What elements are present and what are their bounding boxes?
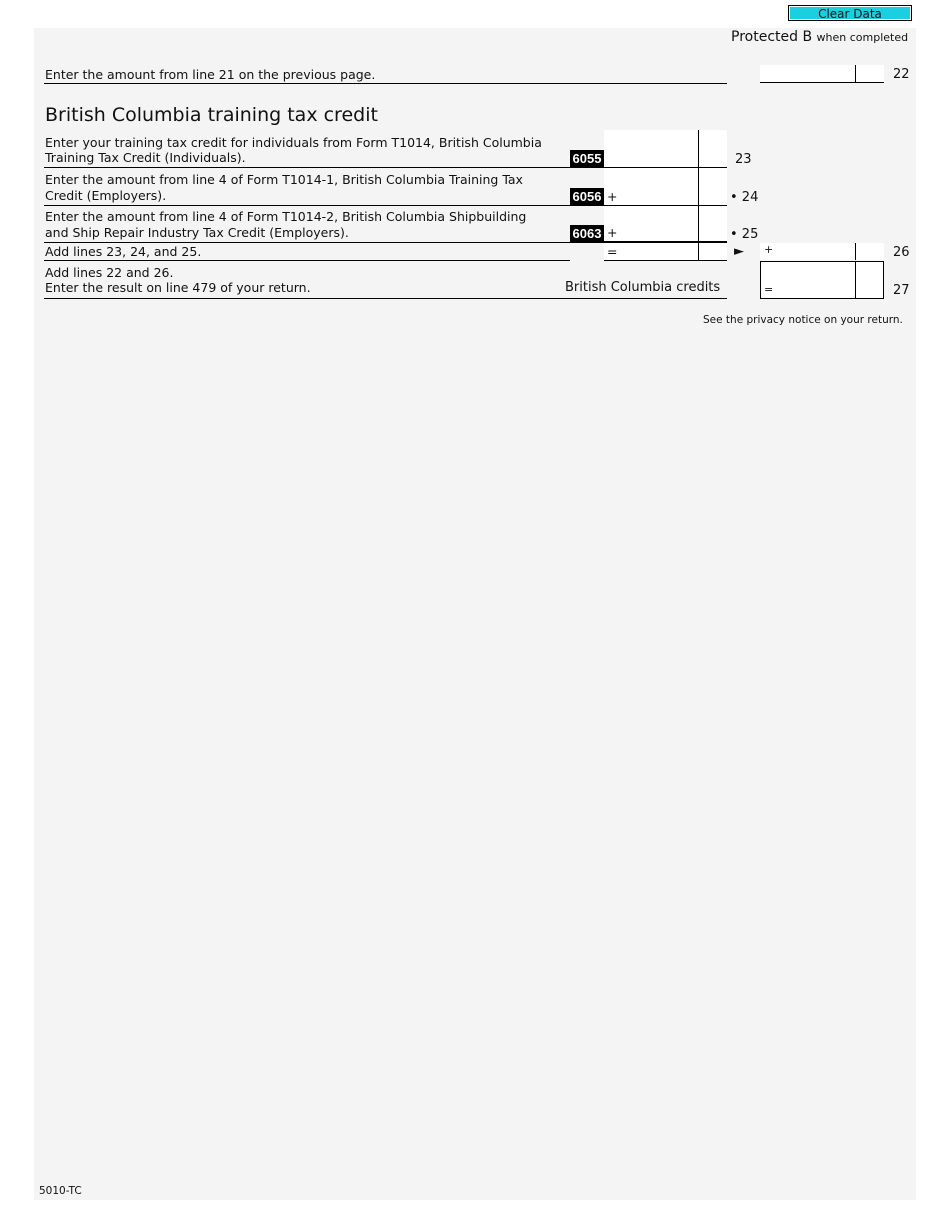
line25-label-1: Enter the amount from line 4 of Form T1014-2, British Columbia Shipbuilding xyxy=(45,209,527,224)
line25-cents-divider xyxy=(698,206,699,242)
protected-suffix: when completed xyxy=(816,31,909,44)
protected-label xyxy=(731,28,908,47)
line26-label: Add lines 23, 24, and 25. xyxy=(45,244,202,259)
line25-code: 6063 xyxy=(570,225,604,242)
section-title: British Columbia training tax credit xyxy=(45,104,378,126)
protected-text: Protected B xyxy=(731,29,813,45)
arrow-icon: ► xyxy=(734,244,744,259)
line26-operator: = xyxy=(607,244,618,259)
line27-label-2: Enter the result on line 479 of your return. xyxy=(45,280,311,295)
line26-subtotal-field[interactable] xyxy=(604,243,727,260)
line26-rule xyxy=(44,260,570,261)
line23-label-2: Training Tax Credit (Individuals). xyxy=(45,150,246,165)
line24-label-2: Credit (Employers). xyxy=(45,188,167,203)
line22-cents-divider xyxy=(855,65,856,82)
line23-label-1: Enter your training tax credit for individuals from Form T1014, British Columbia xyxy=(45,135,542,150)
line24-code: 6056 xyxy=(570,188,604,205)
line27-number: 27 xyxy=(893,283,910,298)
line24-label-1: Enter the amount from line 4 of Form T1014-1, British Columbia Training Tax xyxy=(45,172,523,187)
line22-rule xyxy=(44,83,727,84)
line25-label-2: and Ship Repair Industry Tax Credit (Employers). xyxy=(45,225,349,240)
line26-amount-field[interactable] xyxy=(760,243,884,260)
line24-number: • 24 xyxy=(730,190,759,205)
line23-number: 23 xyxy=(735,152,752,167)
line23-code: 6055 xyxy=(570,150,604,167)
line25-operator: + xyxy=(607,225,618,240)
privacy-notice: See the privacy notice on your return. xyxy=(703,314,903,326)
form-id: 5010-TC xyxy=(39,1185,82,1197)
line24-cents-divider xyxy=(698,168,699,205)
line24-amount-field[interactable] xyxy=(604,168,727,205)
line23-cents-divider xyxy=(698,130,699,167)
line27-cents-divider xyxy=(855,262,856,298)
line26-cents-divider xyxy=(698,243,699,260)
line22-number: 22 xyxy=(893,67,910,82)
line27-amount-field[interactable] xyxy=(760,261,884,299)
line27-rule xyxy=(44,298,727,299)
form-page xyxy=(34,28,916,1200)
line26-right-cents-divider xyxy=(855,243,856,260)
line27-credits-label: British Columbia credits xyxy=(565,280,721,295)
line22-amount-field[interactable] xyxy=(760,65,884,82)
line26-field-rule xyxy=(604,260,727,261)
line26-operator-right: + xyxy=(764,243,774,256)
line22-field-bottom xyxy=(760,82,884,83)
line23-amount-field[interactable] xyxy=(604,130,727,167)
line25-amount-field[interactable] xyxy=(604,206,727,242)
line25-number: • 25 xyxy=(730,227,759,242)
line26-number: 26 xyxy=(893,245,910,260)
line27-label-1: Add lines 22 and 26. xyxy=(45,265,174,280)
line22-label: Enter the amount from line 21 on the previous page. xyxy=(45,67,376,82)
line27-operator: = xyxy=(764,283,774,296)
clear-data-button[interactable]: Clear Data xyxy=(788,5,912,21)
line24-operator: + xyxy=(607,189,618,204)
